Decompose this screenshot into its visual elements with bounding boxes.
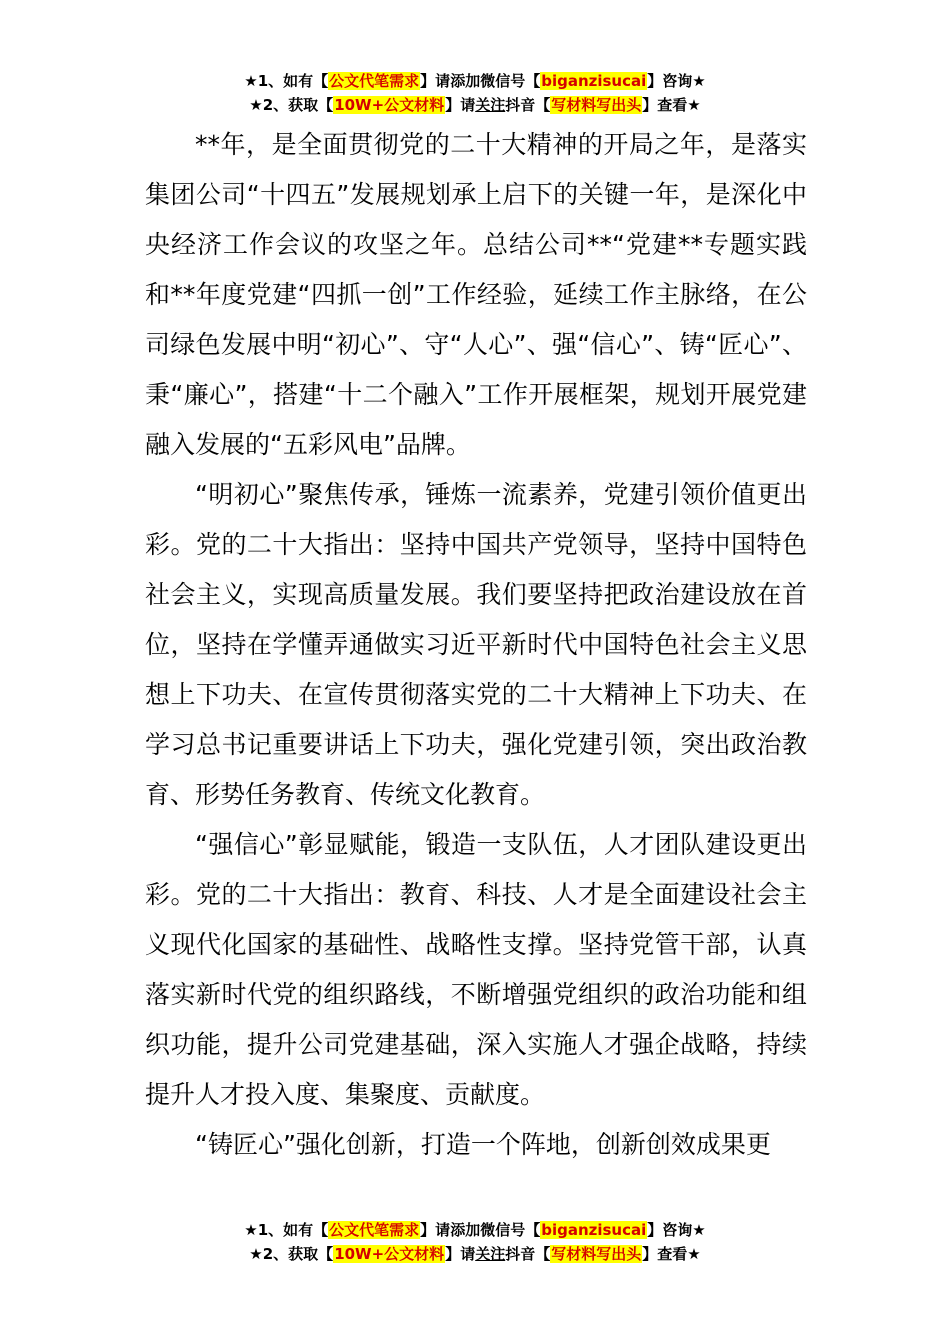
promo-line-2-suffix: 】查看★ (642, 96, 701, 114)
promo-line-2-middle-a: 】请 (445, 1245, 476, 1263)
body-paragraph-4: “铸匠心”强化创新，打造一个阵地，创新创效成果更 (195, 1130, 771, 1159)
promo-highlight-wechat-id: biganzisucai (541, 72, 647, 90)
promo-line-1 (0, 1218, 950, 1242)
promo-line-2-middle-a: 】请 (445, 96, 476, 114)
promo-line-1 (0, 69, 950, 93)
promo-highlight-materials: 10W+公文材料 (334, 1245, 445, 1263)
promo-highlight-materials: 10W+公文材料 (334, 96, 445, 114)
promo-line-2-suffix: 】查看★ (642, 1245, 701, 1263)
promo-highlight-wechat-id: biganzisucai (541, 1221, 647, 1239)
promo-line-1-prefix: ★1、如有【 (244, 72, 329, 90)
promo-highlight-service: 公文代笔需求 (329, 1221, 420, 1239)
promo-line-2-prefix: ★2、获取【 (249, 96, 334, 114)
top-promo-banner (0, 69, 950, 117)
promo-line-1-middle-a: 】请 (420, 1221, 451, 1239)
promo-line-1-suffix: 】咨询★ (647, 1221, 706, 1239)
promo-line-2-emph: 关注 (475, 96, 506, 114)
promo-highlight-douyin-account: 写材料写出头 (551, 1245, 642, 1263)
promo-line-1-middle-a: 】请 (420, 72, 451, 90)
body-paragraph-3: “强信心”彰显赋能，锻造一支队伍，人才团队建设更出彩。党的二十大指出：教育、科技、人才是全面建设社会主义现代化国家的基础性、战略性支撑。坚持党管干部，认真落实新时代党的组织路线，不断增强党组织的政治功能和组织功能，提升公司党建基础，深入实施人才强企战略，持续提升人才投入度、集聚度、贡献度。 (145, 830, 807, 1109)
promo-line-2-prefix: ★2、获取【 (249, 1245, 334, 1263)
promo-line-1-middle-b: 微信号【 (480, 72, 541, 90)
promo-highlight-service: 公文代笔需求 (329, 72, 420, 90)
promo-line-2-middle-b: 抖音【 (505, 96, 551, 114)
promo-line-2 (0, 93, 950, 117)
promo-line-1-suffix: 】咨询★ (647, 72, 706, 90)
promo-line-2-emph: 关注 (475, 1245, 506, 1263)
promo-line-2 (0, 1242, 950, 1266)
body-paragraph-1: **年，是全面贯彻党的二十大精神的开局之年，是落实集团公司“十四五”发展规划承上启下的关键一年，是深化中央经济工作会议的攻坚之年。总结公司**“党建**专题实践和**年度党建“四抓一创”工作经验，延续工作主脉络，在公司绿色发展中明“初心”、守“人心”、强“信心”、铸“匠心”、秉“廉心”，搭建“十二个融入”工作开展框架，规划开展党建融入发展的“五彩风电”品牌。 (145, 130, 807, 459)
promo-line-1-middle-b: 微信号【 (480, 1221, 541, 1239)
promo-line-2-middle-b: 抖音【 (505, 1245, 551, 1263)
body-paragraph-2: “明初心”聚焦传承，锤炼一流素养，党建引领价值更出彩。党的二十大指出：坚持中国共产党领导，坚持中国特色社会主义，实现高质量发展。我们要坚持把政治建设放在首位，坚持在学懂弄通做实习近平新时代中国特色社会主义思想上下功夫、在宣传贯彻落实党的二十大精神上下功夫、在学习总书记重要讲话上下功夫，强化党建引领，突出政治教育、形势任务教育、传统文化教育。 (145, 480, 807, 809)
promo-line-1-prefix: ★1、如有【 (244, 1221, 329, 1239)
bottom-promo-banner (0, 1218, 950, 1266)
promo-line-1-emph: 添加 (450, 72, 481, 90)
document-body (145, 120, 807, 1170)
promo-line-1-emph: 添加 (450, 1221, 481, 1239)
promo-highlight-douyin-account: 写材料写出头 (551, 96, 642, 114)
